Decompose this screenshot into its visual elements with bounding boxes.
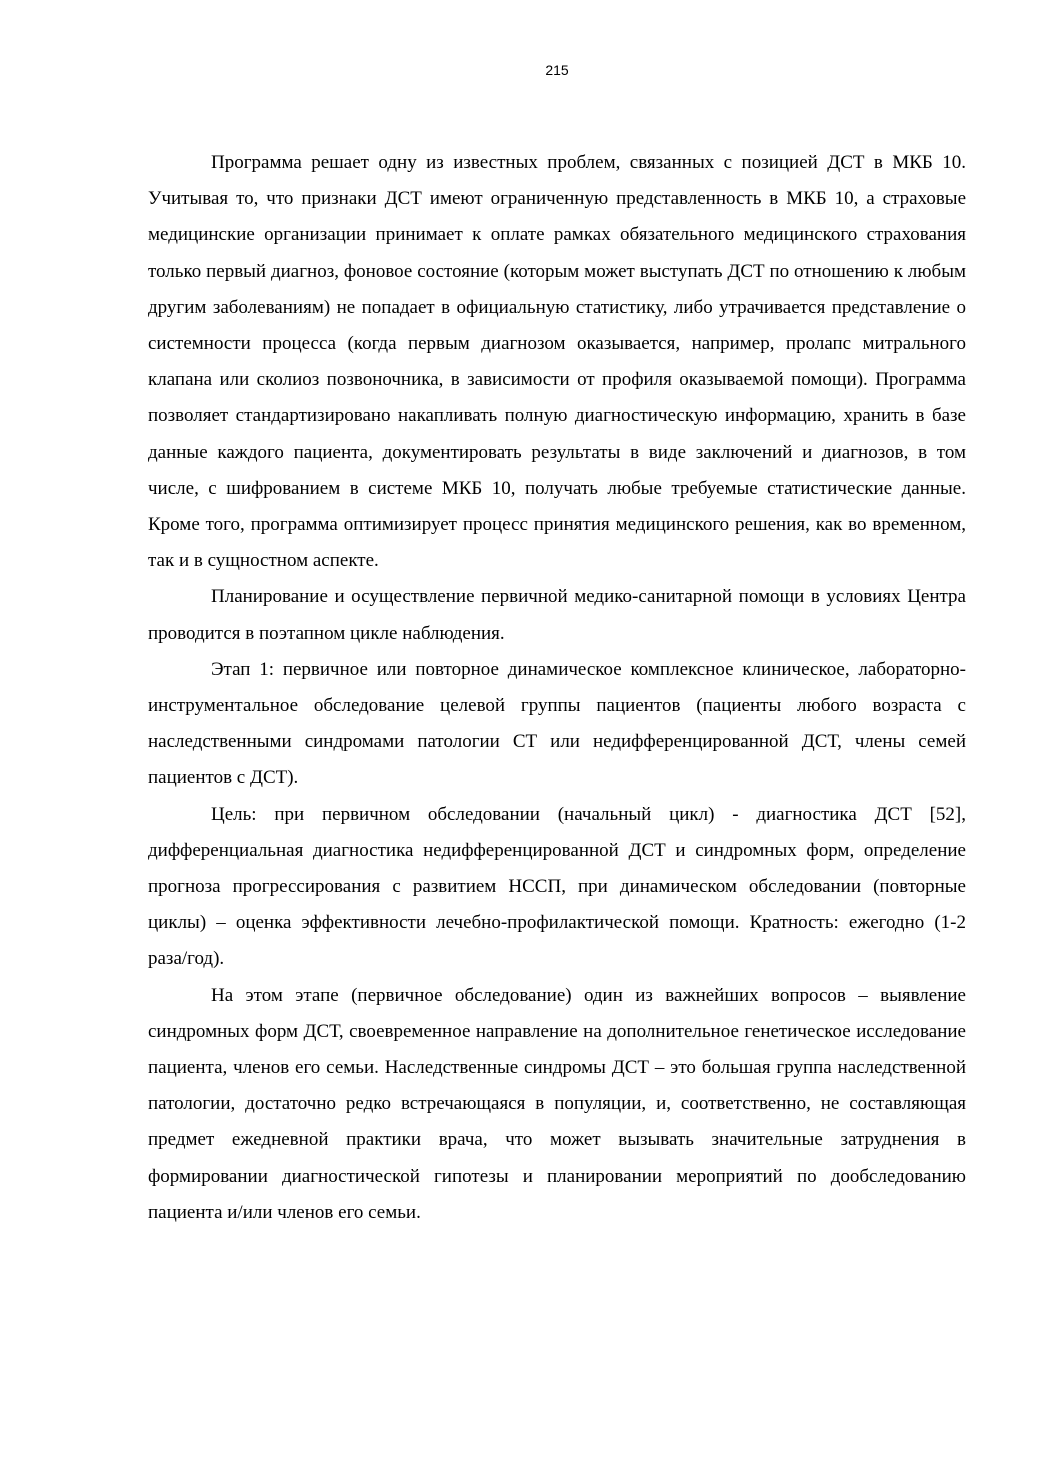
paragraph-care-planning: Планирование и осуществление первичной медико-санитарной помощи в условиях Центра проводится в поэтапном цикле наблюдения. bbox=[148, 586, 966, 644]
paragraph-syndromic-forms: На этом этапе (первичное обследование) один из важнейших вопросов – выявление синдромных форм ДСТ, своевременное направление на дополнительное генетическое исследование пациента, членов его семьи. Наследственные синдромы ДСТ – это большая группа наследственной патологии, достаточно редко встречающаяся в популяции, и, соответственно, не составляющая предмет ежедневной практики врача, что может вызывать значительные затруднения в формировании диагностической гипотезы и планировании мероприятий по дообследованию пациента и/или членов его семьи. bbox=[148, 984, 966, 1223]
paragraph-goal: Цель: при первичном обследовании (начальный цикл) - диагностика ДСТ [52], дифференциальная диагностика недифференцированной ДСТ и синдромных форм, определение прогноза прогрессирования с развитием НССП, при динамическом обследовании (повторные циклы) – оценка эффективности лечебно-профилактической помощи. Кратность: ежегодно (1-2 раза/год). bbox=[148, 803, 966, 970]
page-number: 215 bbox=[545, 62, 569, 78]
paragraph-stage-1: Этап 1: первичное или повторное динамическое комплексное клиническое, лабораторно-инструментальное обследование целевой группы пациентов (пациенты любого возраста с наследственными синдромами патологии СТ или недифференцированной ДСТ, члены семей пациентов с ДСТ). bbox=[148, 658, 966, 789]
paragraph-program-description: Программа решает одну из известных проблем, связанных с позицией ДСТ в МКБ 10. Учитывая то, что признаки ДСТ имеют ограниченную представленность в МКБ 10, а страховые медицинские организации принимает к оплате рамках обязательного медицинского страхования только первый диагноз, фоновое состояние (которым может выступать ДСТ по отношению к любым другим заболеваниям) не попадает в официальную статистику, либо утрачивается представление о системности процесса (когда первым диагнозом оказывается, например, пролапс митрального клапана или сколиоз позвоночника, в зависимости от профиля оказываемой помощи). Программа позволяет стандартизировано накапливать полную диагностическую информацию, хранить в базе данные каждого пациента, документировать результаты в виде заключений и диагнозов, в том числе, с шифрованием в системе МКБ 10, получать любые требуемые статистические данные. Кроме того, программа оптимизирует процесс принятия медицинского решения, как во временном, так и в сущностном аспекте. bbox=[148, 152, 966, 572]
page-body bbox=[148, 145, 966, 1231]
